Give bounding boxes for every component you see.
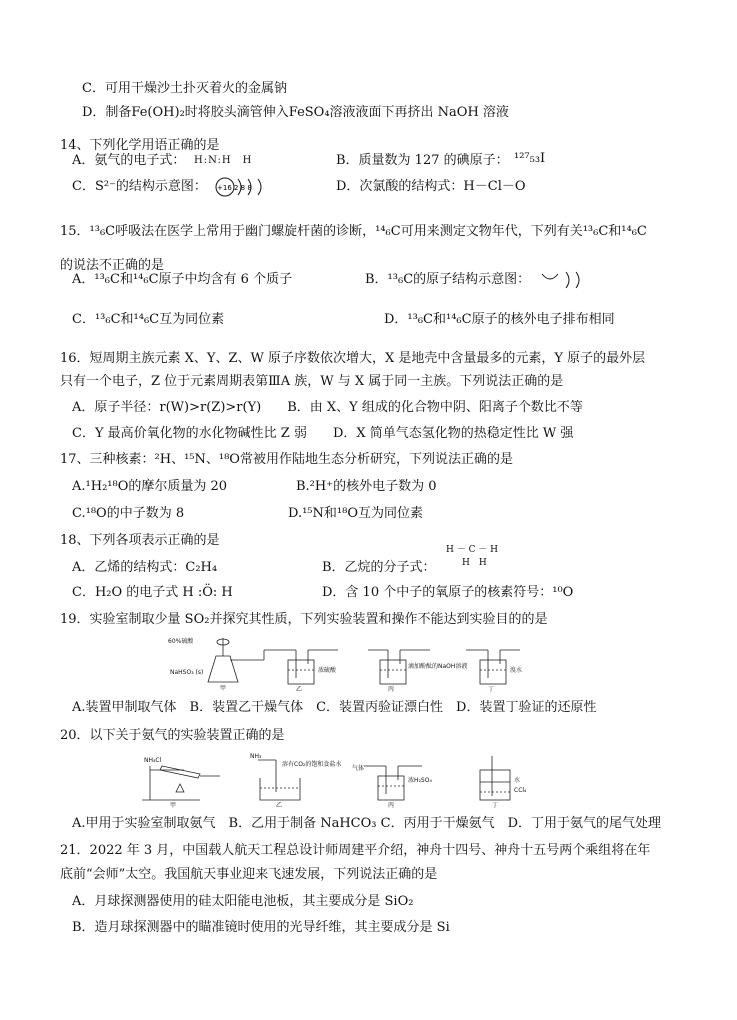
q18-option-d: D．含 10 个中子的氧原子的核素符号：¹⁰O [322,585,574,600]
q20-options: A.甲用于实验室制取氨气 B．乙用于制备 NaHCO₃ C．丙用于干燥氨气 D．丁用于氨气的尾气处理 [72,816,661,831]
q19-label-ding-reagent: 溴水 [510,667,523,674]
q14-option-b: B．质量数为 127 的碘原子： [336,153,509,168]
q14-option-a-formula: H:N:H H [194,155,253,166]
q19-label-jia: 甲 [220,685,227,692]
q14-option-d: D．次氯酸的结构式：H－Cl－O [336,179,526,194]
q21-option-a: A．月球探测器使用的硅太阳能电池板，其主要成分是 SiO₂ [72,894,414,909]
q21-stem-line2: 底前“会师”太空。我国航天事业迎来飞速发展，下列说法正确的是 [60,867,438,882]
q19-label-salt: NaHSO₃ (s) [170,669,204,676]
q13-option-d: D．制备Fe(OH)₂时将胶头滴管伸入FeSO₄溶液液面下再挤出 NaOH 溶液 [82,105,509,120]
q18-ethane-figure-bottom: H H [462,558,487,568]
q18-option-a: A．乙烯的结构式：C₂H₄ [72,560,218,575]
q19-label-bing: 丙 [388,686,395,692]
q14-stem: 14、下列化学用语正确的是 [60,138,220,153]
q14-option-b-nuclide: ¹²⁷₅₃I [514,151,546,166]
q20-label-yi-reagent: 溶有CO₂的饱和食盐水 [282,761,342,768]
q20-label-gas: 气体 [352,765,365,772]
q21-stem: 21．2022 年 3 月，中国载人航天工程总设计师周建平介绍，神舟十四号、神舟十五号两个乘组将在年 [60,843,651,858]
q19-stem: 19．实验室制取少量 SO₂并探究其性质，下列实验装置和操作不能达到实验目的的是 [60,612,548,627]
q19-apparatus-figure [168,636,568,692]
q14-s2-structure-figure [214,176,274,198]
q17-option-d: D.¹⁵N和¹⁸O互为同位素 [288,506,423,521]
q15-stem: 15．¹³₆C呼吸法在医学上常用于幽门螺旋杆菌的诊断，¹⁴₆C可用来测定文物年代，下列有关¹³₆C和¹⁴₆C [60,224,647,239]
q20-stem: 20．以下关于氨气的实验装置正确的是 [60,728,285,743]
q15-option-b: B．¹³₆C的原子结构示意图： [365,272,531,287]
q15-stem-line2: 的说法不正确的是 [60,258,165,273]
q17-option-b: B.²H⁺的核外电子数为 0 [296,479,437,494]
q20-label-bing: 丙 [388,802,395,808]
q20-label-nh3: NH₃ [250,753,262,760]
q14-option-c: C．S²⁻的结构示意图： [72,179,207,194]
q15-option-c: C．¹³₆C和¹⁴₆C互为同位素 [72,312,225,327]
q16-options-ab: A．原子半径：r(W)>r(Z)>r(Y) B．由 X、Y 组成的化合物中阴、阳离子个数比不等 [72,400,583,415]
q21-option-b: B．造月球探测器中的瞄准镜时使用的光导纤维，其主要成分是 Si [72,920,450,935]
q20-label-water: 水 [514,777,521,784]
q20-label-bing-reagent: 浓H₂SO₄ [408,777,432,784]
q18-ethane-figure-top: H － C － H [446,545,499,555]
q20-label-nh4cl: NH₄Cl [144,757,162,764]
q18-option-c: C．H₂O 的电子式 H :Ö: H [72,585,233,600]
q19-label-yi-reagent: 浓硫酸 [318,667,337,674]
q20-label-ding: 丁 [492,802,499,808]
q20-label-yi: 乙 [276,802,283,808]
q18-option-b: B．乙烷的分子式： [322,560,436,575]
q13-option-c: C．可用干燥沙土扑灭着火的金属钠 [82,81,287,96]
q15-option-a: A．¹³₆C和¹⁴₆C原子中均含有 6 个质子 [72,272,293,287]
q16-options-cd: C．Y 最高价氧化物的水化物碱性比 Z 弱 D．X 简单气态氢化物的热稳定性比 W 强 [72,426,574,441]
q16-stem-line2: 只有一个电子，Z 位于元素周期表第ⅢA 族，W 与 X 属于同一主族。下列说法正确的是 [60,374,564,389]
q15-option-d: D．¹³₆C和¹⁴₆C原子的核外电子排布相同 [384,312,615,327]
q16-stem: 16．短周期主族元素 X、Y、Z、W 原子序数依次增大，X 是地壳中含量最多的元素，Y 原子的最外层 [60,351,646,366]
q19-options: A.装置甲制取气体 B．装置乙干燥气体 C．装置丙验证漂白性 D．装置丁验证的还原性 [72,700,597,715]
q19-label-ding: 丁 [488,686,495,692]
q19-label-yi: 乙 [296,686,303,692]
q19-label-acid: 60%硫酸 [168,638,194,645]
q17-option-a: A.¹H₂¹⁸O的摩尔质量为 20 [72,479,228,494]
q20-label-jia: 甲 [170,802,177,808]
q18-stem: 18、下列各项表示正确的是 [60,533,220,548]
q14-s2-figure-text: +16 2 8 8 [217,184,252,192]
q14-option-a: A．氨气的电子式： [72,153,186,168]
q15-c13-structure-figure [540,268,588,290]
q20-label-ccl4: CCl₄ [514,787,527,794]
q20-apparatus-figure [140,752,560,808]
q17-option-c: C.¹⁸O的中子数为 8 [72,506,185,521]
q17-stem: 17、三种核素：²H、¹⁵N、¹⁸O常被用作陆地生态分析研究，下列说法正确的是 [60,452,513,467]
q19-label-bing-reagent: 滴加酚酞的NaOH溶液 [408,663,468,670]
